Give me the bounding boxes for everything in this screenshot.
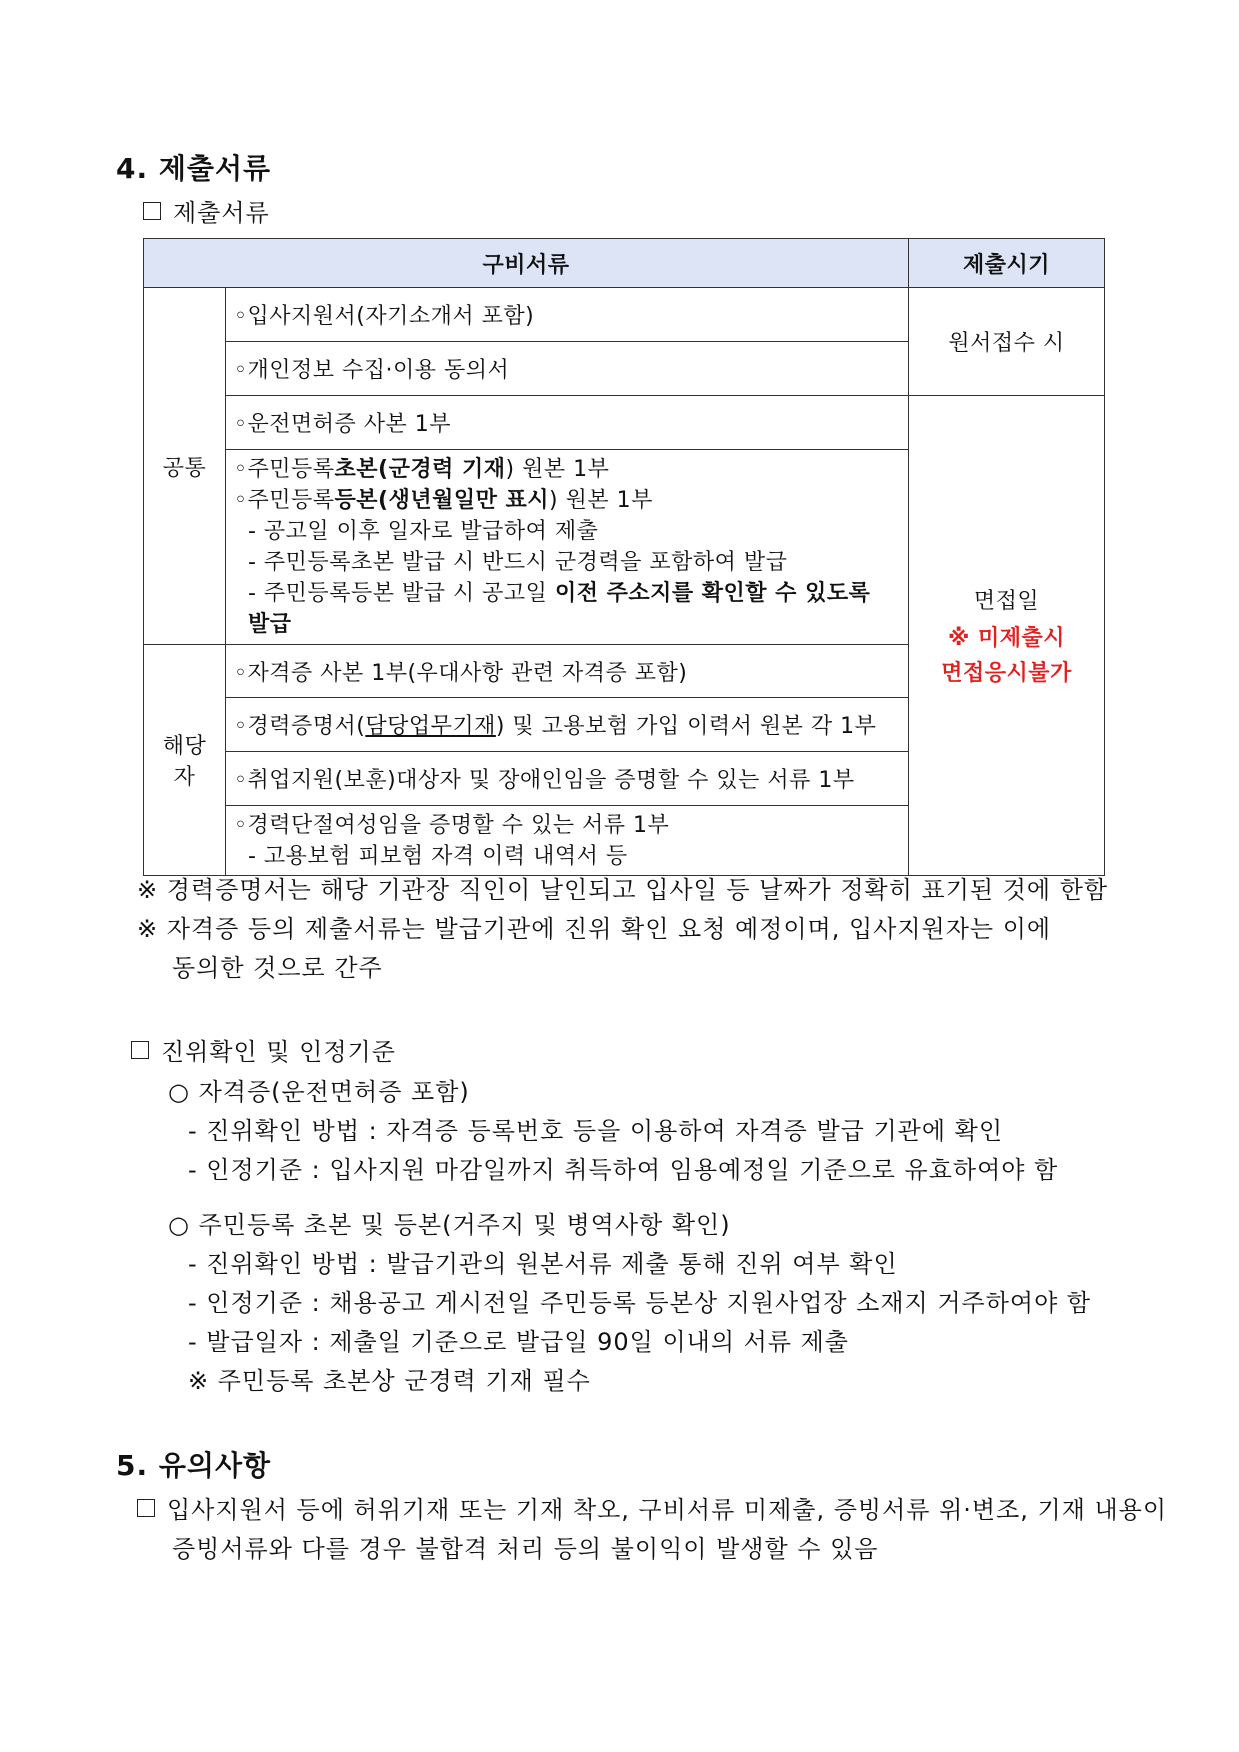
timing-warning-2: 면접응시불가: [941, 661, 1072, 686]
cert-method: - 진위확인 방법 : 자격증 등록번호 등을 이용하여 자격증 발급 기관에 확인: [188, 1117, 1003, 1145]
submission-box-heading: [143, 193, 270, 228]
resident-criteria: - 인정기준 : 채용공고 게시전일 주민등록 등본상 지원사업장 소재지 거주하여야 함: [188, 1289, 1092, 1317]
resident-issue-date: - 발급일자 : 제출일 기준으로 발급일 90일 이내의 서류 제출: [188, 1328, 849, 1356]
note-verification-1: ※ 자격증 등의 제출서류는 발급기관에 진위 확인 요청 예정이며, 입사지원자는 이에: [137, 915, 1052, 943]
timing-application: 원서접수 시: [909, 288, 1105, 396]
documents-table: [143, 238, 1105, 876]
checkbox-icon: [131, 1041, 149, 1059]
doc-drivers-license: ◦운전면허증 사본 1부: [226, 396, 909, 450]
category-common: 공통: [144, 288, 226, 645]
doc-application: ◦입사지원서(자기소개서 포함): [226, 288, 909, 342]
doc-certificate: ◦자격증 사본 1부(우대사항 관련 자격증 포함): [226, 645, 909, 698]
resident-note-3: - 주민등록등본 발급 시 공고일 이전 주소지를 확인할 수 있도록 발급: [248, 581, 871, 637]
doc-privacy-consent: ◦개인정보 수집·이용 동의서: [226, 342, 909, 396]
resident-method: - 진위확인 방법 : 발급기관의 원본서류 제출 통해 진위 여부 확인: [188, 1250, 898, 1278]
resident-copy-line: ◦주민등록등본(생년월일만 표시) 원본 1부: [234, 488, 653, 513]
table-row: [144, 288, 1105, 342]
doc-resident-registration: [226, 450, 909, 645]
submission-box-label: 제출서류: [173, 199, 270, 227]
section-4-title: 4. 제출서류: [116, 152, 272, 185]
doc-career-certificate: ◦경력증명서(담당업무기재) 및 고용보험 가입 이력서 원본 각 1부: [226, 698, 909, 752]
header-timing: 제출시기: [909, 239, 1105, 288]
verify-box-label: 진위확인 및 인정기준: [161, 1038, 396, 1066]
cert-criteria: - 인정기준 : 입사지원 마감일까지 취득하여 임용예정일 기준으로 유효하여야 함: [188, 1156, 1059, 1184]
resident-note-2: - 주민등록초본 발급 시 반드시 군경력을 포함하여 발급: [248, 550, 788, 575]
note-career-certificate: ※ 경력증명서는 해당 기관장 직인이 날인되고 입사일 등 날짜가 정확히 표기된 것에 한함: [137, 876, 1109, 904]
header-docs: 구비서류: [144, 239, 909, 288]
caution-line-2: 증빙서류와 다를 경우 불합격 처리 등의 불이익이 발생할 수 있음: [172, 1535, 879, 1563]
checkbox-icon: [137, 1499, 155, 1517]
timing-interview-label: 면접일: [973, 589, 1040, 614]
resident-abstract-line: ◦주민등록초본(군경력 기재) 원본 1부: [234, 457, 610, 482]
resident-note-1: - 공고일 이후 일자로 발급하여 제출: [248, 519, 599, 544]
table-header-row: [144, 239, 1105, 288]
resident-title: ○ 주민등록 초본 및 등본(거주지 및 병역사항 확인): [168, 1211, 731, 1239]
note-verification-2: 동의한 것으로 간주: [172, 954, 383, 982]
timing-interview: [909, 396, 1105, 876]
timing-warning-1: ※ 미제출시: [947, 626, 1066, 651]
caution-line-1: 입사지원서 등에 허위기재 또는 기재 착오, 구비서류 미제출, 증빙서류 위·변조, 기재 내용이: [137, 1490, 1167, 1525]
doc-career-break: ◦경력단절여성임을 증명할 수 있는 서류 1부 - 고용보험 피보험 자격 이력 내역서 등: [226, 806, 909, 876]
cert-title: ○ 자격증(운전면허증 포함): [168, 1078, 470, 1106]
verify-box-heading: [131, 1032, 396, 1067]
section-5-title: 5. 유의사항: [116, 1449, 272, 1482]
checkbox-icon: [143, 202, 161, 220]
category-applicable: 해당자: [144, 645, 226, 876]
resident-note: ※ 주민등록 초본상 군경력 기재 필수: [188, 1367, 591, 1395]
table-row: [144, 396, 1105, 450]
doc-veteran-disability: ◦취업지원(보훈)대상자 및 장애인임을 증명할 수 있는 서류 1부: [226, 752, 909, 806]
